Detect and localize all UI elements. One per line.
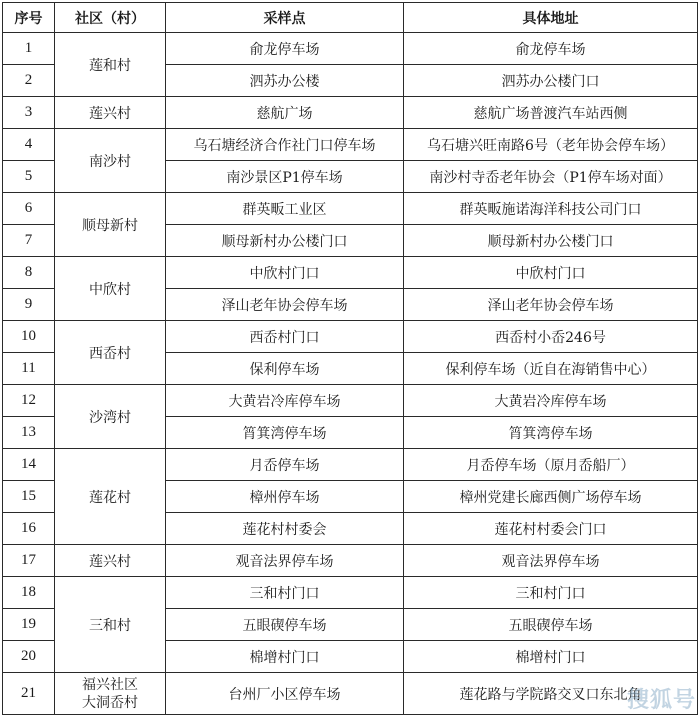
sampling-site-cell: 樟州停车场	[166, 481, 404, 513]
community-name-line: 福兴社区	[82, 676, 138, 693]
row-index: 19	[3, 609, 55, 641]
address-cell: 三和村门口	[404, 577, 698, 609]
address-cell: 月岙停车场（原月岙船厂）	[404, 449, 698, 481]
table-body	[3, 33, 698, 715]
sampling-site-cell: 慈航广场	[166, 97, 404, 129]
table-row	[3, 449, 698, 481]
address-cell: 顺母新村办公楼门口	[404, 225, 698, 257]
community-cell: 中欣村	[55, 257, 166, 321]
sampling-site-cell: 群英畈工业区	[166, 193, 404, 225]
community-cell: 莲兴村	[55, 545, 166, 577]
address-cell: 观音法界停车场	[404, 545, 698, 577]
row-index: 20	[3, 641, 55, 673]
address-cell: 俞龙停车场	[404, 33, 698, 65]
sampling-site-cell: 观音法界停车场	[166, 545, 404, 577]
sampling-site-cell: 泗苏办公楼	[166, 65, 404, 97]
community-cell: 西岙村	[55, 321, 166, 385]
row-index: 2	[3, 65, 55, 97]
table-row	[3, 97, 698, 129]
sampling-site-cell: 保利停车场	[166, 353, 404, 385]
community-cell: 沙湾村	[55, 385, 166, 449]
header-index: 序号	[3, 3, 55, 33]
sampling-site-cell: 西岙村门口	[166, 321, 404, 353]
table-row	[3, 193, 698, 225]
sampling-site-cell: 筲箕湾停车场	[166, 417, 404, 449]
address-cell: 群英畈施诺海洋科技公司门口	[404, 193, 698, 225]
address-cell: 樟州党建长廊西侧广场停车场	[404, 481, 698, 513]
sampling-site-cell: 台州厂小区停车场	[166, 673, 404, 715]
address-cell: 南沙村寺岙老年协会（P1停车场对面）	[404, 161, 698, 193]
row-index: 14	[3, 449, 55, 481]
address-cell: 保利停车场（近自在海销售中心）	[404, 353, 698, 385]
community-name-line: 大洞岙村	[82, 694, 138, 711]
sampling-site-cell: 泽山老年协会停车场	[166, 289, 404, 321]
community-cell: 顺母新村	[55, 193, 166, 257]
sampling-site-cell: 大黄岩冷库停车场	[166, 385, 404, 417]
table-row	[3, 673, 698, 715]
row-index: 5	[3, 161, 55, 193]
row-index: 12	[3, 385, 55, 417]
row-index: 13	[3, 417, 55, 449]
row-index: 18	[3, 577, 55, 609]
address-cell: 棉增村门口	[404, 641, 698, 673]
address-cell: 慈航广场普渡汽车站西侧	[404, 97, 698, 129]
sampling-site-cell: 五眼碶停车场	[166, 609, 404, 641]
address-cell: 泗苏办公楼门口	[404, 65, 698, 97]
row-index: 21	[3, 673, 55, 715]
row-index: 11	[3, 353, 55, 385]
address-cell: 五眼碶停车场	[404, 609, 698, 641]
row-index: 15	[3, 481, 55, 513]
sampling-site-cell: 中欣村门口	[166, 257, 404, 289]
address-cell: 西岙村小岙246号	[404, 321, 698, 353]
sampling-sites-table	[2, 2, 698, 715]
header-community: 社区（村）	[55, 3, 166, 33]
community-cell: 莲和村	[55, 33, 166, 97]
address-cell: 泽山老年协会停车场	[404, 289, 698, 321]
row-index: 7	[3, 225, 55, 257]
community-cell: 莲兴村	[55, 97, 166, 129]
community-cell: 三和村	[55, 577, 166, 673]
row-index: 3	[3, 97, 55, 129]
table-row	[3, 257, 698, 289]
row-index: 1	[3, 33, 55, 65]
header-address: 具体地址	[404, 3, 698, 33]
row-index: 16	[3, 513, 55, 545]
table-row	[3, 129, 698, 161]
row-index: 6	[3, 193, 55, 225]
table-row	[3, 33, 698, 65]
address-cell: 筲箕湾停车场	[404, 417, 698, 449]
table-row	[3, 385, 698, 417]
sampling-site-cell: 三和村门口	[166, 577, 404, 609]
community-cell: 南沙村	[55, 129, 166, 193]
table-row	[3, 545, 698, 577]
community-cell: 莲花村	[55, 449, 166, 545]
sampling-site-cell: 顺母新村办公楼门口	[166, 225, 404, 257]
sampling-site-cell: 俞龙停车场	[166, 33, 404, 65]
address-cell: 莲花村村委会门口	[404, 513, 698, 545]
address-cell: 中欣村门口	[404, 257, 698, 289]
header-sampling-site: 采样点	[166, 3, 404, 33]
community-cell	[55, 673, 166, 715]
row-index: 8	[3, 257, 55, 289]
table-row	[3, 577, 698, 609]
watermark-logo: 搜狐号	[626, 688, 696, 713]
sampling-site-cell: 棉增村门口	[166, 641, 404, 673]
table-row	[3, 321, 698, 353]
sampling-site-cell: 莲花村村委会	[166, 513, 404, 545]
table-header-row	[3, 3, 698, 33]
row-index: 17	[3, 545, 55, 577]
row-index: 9	[3, 289, 55, 321]
address-cell: 乌石塘兴旺南路6号（老年协会停车场）	[404, 129, 698, 161]
sampling-site-cell: 乌石塘经济合作社门口停车场	[166, 129, 404, 161]
row-index: 10	[3, 321, 55, 353]
row-index: 4	[3, 129, 55, 161]
sampling-site-cell: 南沙景区P1停车场	[166, 161, 404, 193]
address-cell: 大黄岩冷库停车场	[404, 385, 698, 417]
address-cell: 莲花路与学院路交叉口东北角	[404, 673, 698, 715]
sampling-site-cell: 月岙停车场	[166, 449, 404, 481]
